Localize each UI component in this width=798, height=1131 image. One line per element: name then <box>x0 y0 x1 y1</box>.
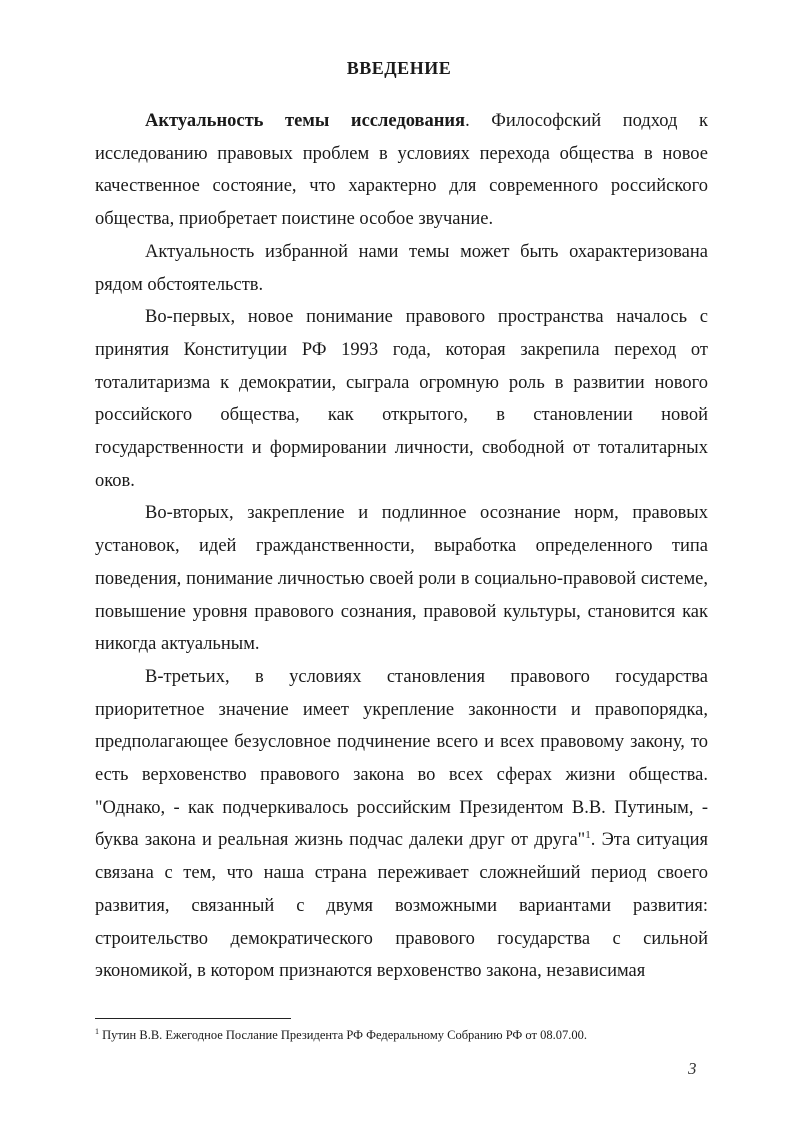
paragraph-third-text-a: В-третьих, в условиях становления правового государства приоритетное значение имеет укрепление законности и правопорядка, предполагающее безусловное подчинение всего и всех правовому закону, то есть верховенство правового закона во всех сферах жизни общества. "Однако, - как подчеркивалось российским Президентом В.В. Путиным, - буква закона и реальная жизнь подчас далеки друг от друга" <box>95 666 708 851</box>
paragraph-first: Во-первых, новое понимание правового пространства началось с принятия Конституции РФ 1993 года, которая закрепила переход от тоталитаризма к демократии, сыграла огромную роль в развитии нового российского общества, как открытого, в становлении новой государственности и формировании личности, свободной от тоталитарных оков. <box>95 307 708 491</box>
footnote <box>95 1027 708 1043</box>
footnote-divider <box>95 1018 291 1019</box>
paragraph-circumstances: Актуальность избранной нами темы может быть охарактеризована рядом обстоятельств. <box>95 241 708 295</box>
body-text <box>95 105 708 988</box>
page-number: 3 <box>688 1059 697 1078</box>
paragraph-third <box>95 661 708 988</box>
paragraph-third-text-b: . Эта ситуация связана с тем, что наша страна переживает сложнейший период своего развития, связанный с двумя возможными вариантами развития: строительство демократического правового государства с сильной экономикой, в котором признаются верховенство закона, независимая <box>95 830 708 982</box>
paragraph-relevance <box>95 105 708 236</box>
footnote-number: 1 <box>95 1026 99 1036</box>
footnote-reference: 1 <box>585 829 591 842</box>
lead-phrase: Актуальность темы исследования <box>145 111 466 131</box>
footnote-text: Путин В.В. Ежегодное Послание Президента РФ Федеральному Собранию РФ от 08.07.00. <box>102 1028 587 1042</box>
section-title: ВВЕДЕНИЕ <box>346 58 452 78</box>
paragraph-relevance-text: . Философский подход к исследованию правовых проблем в условиях перехода общества в новое качественное состояние, что характерно для современного российского общества, приобретает поистине особое звучание. <box>95 111 708 230</box>
paragraph-second: Во-вторых, закрепление и подлинное осознание норм, правовых установок, идей гражданственности, выработка определенного типа поведения, понимание личностью своей роли в социально-правовой системе, повышение уровня правового сознания, правовой культуры, становится как никогда актуальным. <box>95 503 708 655</box>
